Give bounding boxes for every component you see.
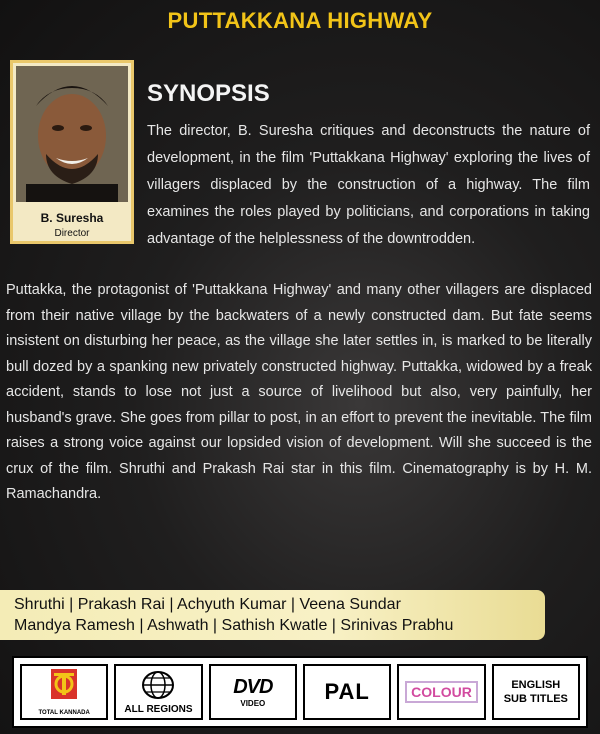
- subtitles-label: SUB TITLES: [503, 693, 568, 705]
- subtitles-language: ENGLISH: [511, 679, 561, 691]
- dvd-logo-subtext: VIDEO: [240, 699, 266, 708]
- plot-description: Puttakka, the protagonist of 'Puttakkana Highway' and many other villagers are displaced from their native village by the backwaters of a newly constructed dam. But fate seems insistent on disturbing her peace, as the village she later settles in, is marked to be literally bull dozed by a spanking new privately constructed highway. Puttakka, widowed by a freak accident, stands to lose not just a source of livelihood but also, very painfully, her husband's grave. She goes from pillar to post, in an effort to prevent the inevitable. The film raises a strong voice against our lopsided vision of development. Will she succeed is the crux of the film. Shruthi and Prakash Rai star in this film. Cinematography is by H. M. Ramachandra.: [6, 282, 592, 502]
- director-name: B. Suresha: [40, 211, 104, 225]
- director-card: [10, 60, 134, 244]
- dvd-logo-text: DVD: [233, 676, 273, 698]
- synopsis-text: The director, B. Suresha critiques and deconstructs the nature of development, in the film 'Puttakkana Highway' exploring the lives of villagers displaced by the construction of a highway. The film examines the roles played by politicians, and corporations in taking advantage of the helplessness of the downtrodden.: [147, 123, 590, 247]
- publisher-logo-icon: [51, 669, 77, 709]
- pal-label: PAL: [324, 679, 370, 704]
- page-title: PUTTAKKANA HIGHWAY: [167, 8, 433, 33]
- all-regions-label: ALL REGIONS: [124, 703, 193, 715]
- cast-band: [0, 590, 545, 640]
- director-photo: [16, 66, 128, 202]
- pal-badge: [303, 664, 391, 720]
- publisher-logo-badge: [20, 664, 108, 720]
- director-role: Director: [54, 228, 90, 239]
- spec-badges: [12, 656, 588, 728]
- dvd-video-badge: [209, 664, 297, 720]
- synopsis-heading: SYNOPSIS: [147, 80, 270, 107]
- publisher-logo-caption: TOTAL KANNADA: [38, 709, 90, 716]
- colour-badge: [397, 664, 485, 720]
- all-regions-badge: [114, 664, 202, 720]
- cast-line-1: Shruthi | Prakash Rai | Achyuth Kumar | Veena Sundar: [14, 596, 401, 613]
- cast-line-2: Mandya Ramesh | Ashwath | Sathish Kwatle | Srinivas Prabhu: [14, 617, 454, 634]
- globe-icon: [141, 670, 175, 700]
- subtitles-badge: [492, 664, 580, 720]
- colour-label: COLOUR: [405, 681, 478, 703]
